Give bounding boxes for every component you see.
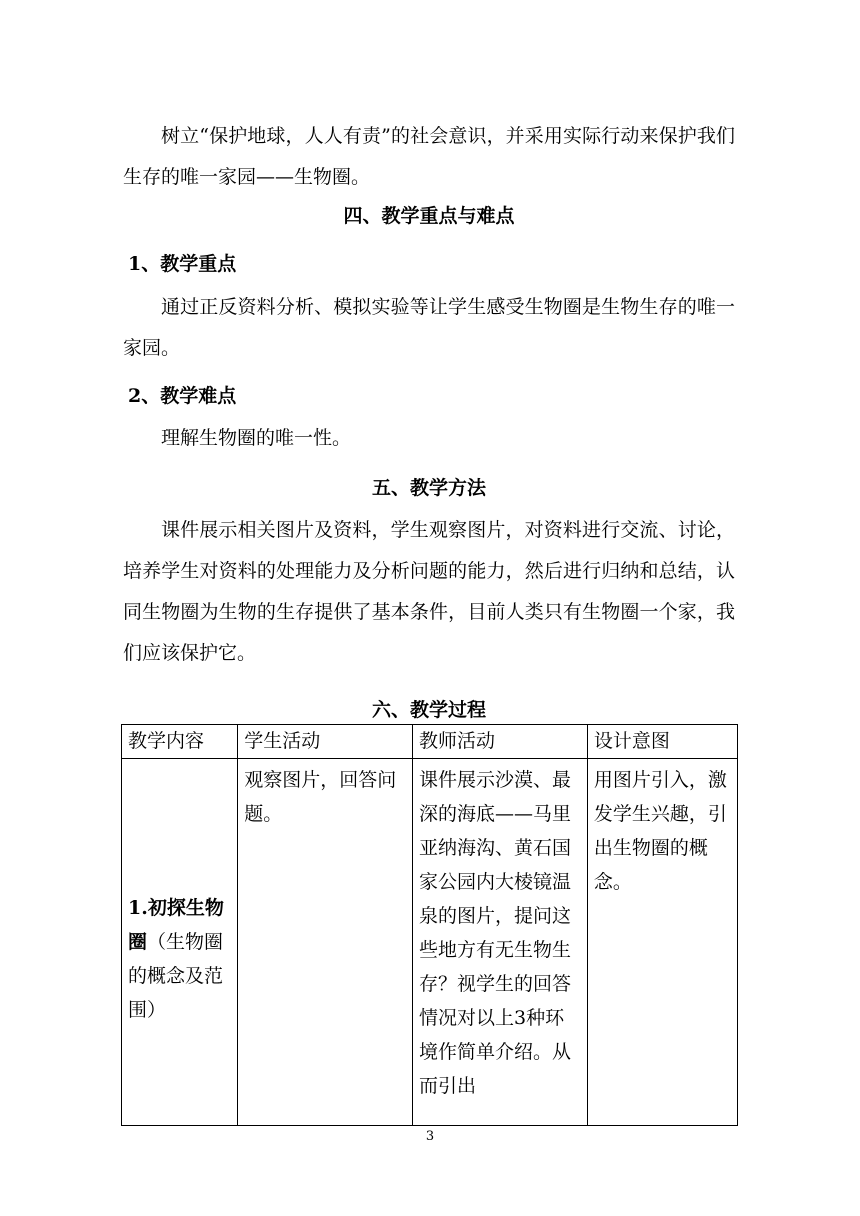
- focus-heading: 1、教学重点: [128, 253, 237, 275]
- difficulty-text: 理解生物圈的唯一性。: [161, 427, 352, 449]
- header-teacher-activity: 教师活动: [413, 725, 588, 759]
- header-content: 教学内容: [122, 725, 238, 759]
- page-number: 3: [425, 1129, 435, 1144]
- section5-title: 五、教学方法: [371, 477, 486, 499]
- difficulty-heading: 2、教学难点: [128, 385, 237, 407]
- section6-title: 六、教学过程: [371, 699, 486, 721]
- header-student-activity: 学生活动: [238, 725, 413, 759]
- table-row: [122, 759, 738, 1126]
- method-text: 课件展示相关图片及资料，学生观察图片，对资料进行交流、讨论，培养学生对资料的处理能力及分析问题的能力，然后进行归纳和总结，认同生物圈为生物的生存提供了基本条件，目前人类只有生物圈一个家，我们应该保护它。: [123, 519, 735, 664]
- table-header-row: [122, 725, 738, 759]
- header-design-intent: 设计意图: [587, 725, 737, 759]
- teacher-activity-cell: 课件展示沙漠、最深的海底——马里亚纳海沟、黄石国家公园内大棱镜温泉的图片，提问这些地方有无生物生存？视学生的回答情况对以上3种环境作简单介绍。从而引出: [413, 759, 588, 1126]
- student-activity-cell: 观察图片，回答问题。: [238, 759, 413, 1126]
- focus-text: 通过正反资料分析、模拟实验等让学生感受生物圈是生物生存的唯一家园。: [123, 296, 735, 359]
- intro-paragraph: 树立“保护地球，人人有责”的社会意识，并采用实际行动来保护我们生存的唯一家园——生物圈。: [123, 125, 735, 188]
- topic-title: 1.初探生物圈: [128, 897, 224, 953]
- section4-title: 四、教学重点与难点: [343, 205, 515, 227]
- topic-description: （生物圈的概念及范围）: [128, 931, 224, 1021]
- topic-cell: [122, 759, 238, 1126]
- teaching-process-table: [121, 724, 738, 1126]
- design-intent-cell: 用图片引入，激发学生兴趣，引出生物圈的概念。: [587, 759, 737, 1126]
